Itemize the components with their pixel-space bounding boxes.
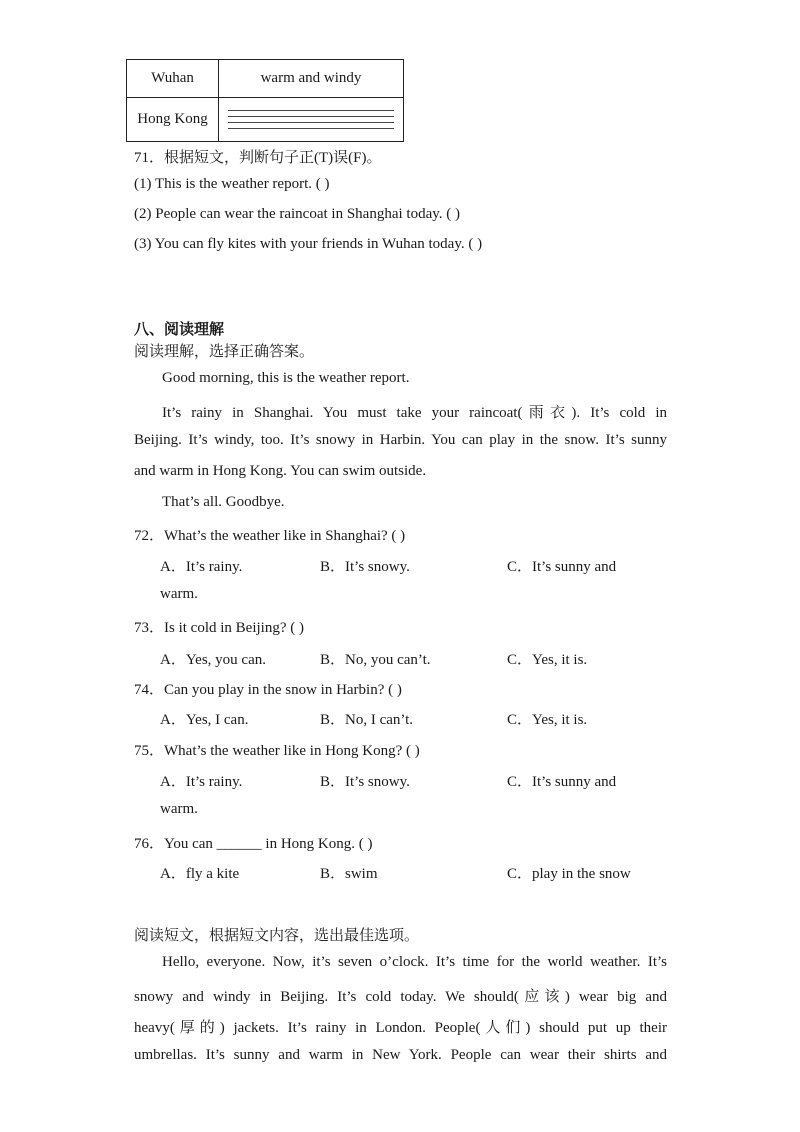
option-c[interactable]: C．play in the snow (507, 866, 631, 882)
passage-line: heavy(厚的) jackets. It’s rainy in London. People(人们) should put up their (134, 1020, 667, 1036)
table-cell-city: Wuhan (127, 60, 219, 98)
option-c-continued: warm. (160, 586, 198, 602)
option-a[interactable]: A．It’s rainy. (160, 774, 243, 790)
section-instruction: 阅读理解，选择正确答案。 (134, 344, 315, 360)
option-a[interactable]: A．It’s rainy. (160, 559, 243, 575)
option-b[interactable]: B．swim (320, 866, 378, 882)
passage-line: It’s rainy in Shanghai. You must take your raincoat(雨衣). It’s cold in (162, 405, 667, 421)
option-a[interactable]: A．Yes, I can. (160, 712, 249, 728)
weather-table (126, 59, 404, 142)
question-76: 76．You can ______ in Hong Kong. ( ) (134, 836, 373, 852)
part2-instruction: 阅读短文，根据短文内容，选出最佳选项。 (134, 928, 420, 944)
option-a[interactable]: A．fly a kite (160, 866, 240, 882)
option-b[interactable]: B．It’s snowy. (320, 559, 410, 575)
passage-line: Good morning, this is the weather report. (162, 370, 410, 386)
table-cell-city: Hong Kong (127, 98, 219, 142)
question-74: 74．Can you play in the snow in Harbin? ( ) (134, 682, 402, 698)
option-c[interactable]: C．Yes, it is. (507, 652, 588, 668)
question-75: 75．What’s the weather like in Hong Kong? ( ) (134, 743, 420, 759)
option-b[interactable]: B．No, you can’t. (320, 652, 431, 668)
option-a[interactable]: A．Yes, you can. (160, 652, 266, 668)
option-c[interactable]: C．It’s sunny and (507, 559, 617, 575)
q71-item: (2) People can wear the raincoat in Shanghai today. ( ) (134, 206, 460, 222)
passage-line: umbrellas. It’s sunny and warm in New York. People can wear their shirts and (134, 1047, 667, 1063)
q71-title: 71．根据短文，判断句子正(T)误(F)。 (134, 150, 382, 166)
section-heading: 八、阅读理解 (134, 322, 225, 338)
q71-item: (1) This is the weather report. ( ) (134, 176, 330, 192)
option-b[interactable]: B．No, I can’t. (320, 712, 414, 728)
q71-item: (3) You can fly kites with your friends in Wuhan today. ( ) (134, 236, 483, 252)
question-72: 72．What’s the weather like in Shanghai? ( ) (134, 528, 406, 544)
option-c[interactable]: C．Yes, it is. (507, 712, 588, 728)
answer-blank-lines[interactable] (219, 98, 404, 142)
table-cell-weather: warm and windy (219, 60, 404, 98)
option-b[interactable]: B．It’s snowy. (320, 774, 410, 790)
passage-line: Hello, everyone. Now, it’s seven o’clock. It’s time for the world weather. It’s (162, 954, 667, 970)
option-c-continued: warm. (160, 801, 198, 817)
passage-line: snowy and windy in Beijing. It’s cold today. We should(应该) wear big and (134, 989, 667, 1005)
option-c[interactable]: C．It’s sunny and (507, 774, 617, 790)
passage-line: and warm in Hong Kong. You can swim outside. (134, 463, 427, 479)
passage-line: Beijing. It’s windy, too. It’s snowy in Harbin. You can play in the snow. It’s sunny (134, 432, 667, 448)
table-row (127, 98, 404, 142)
question-73: 73．Is it cold in Beijing? ( ) (134, 620, 304, 636)
passage-line: That’s all. Goodbye. (162, 494, 285, 510)
table-row (127, 60, 404, 98)
